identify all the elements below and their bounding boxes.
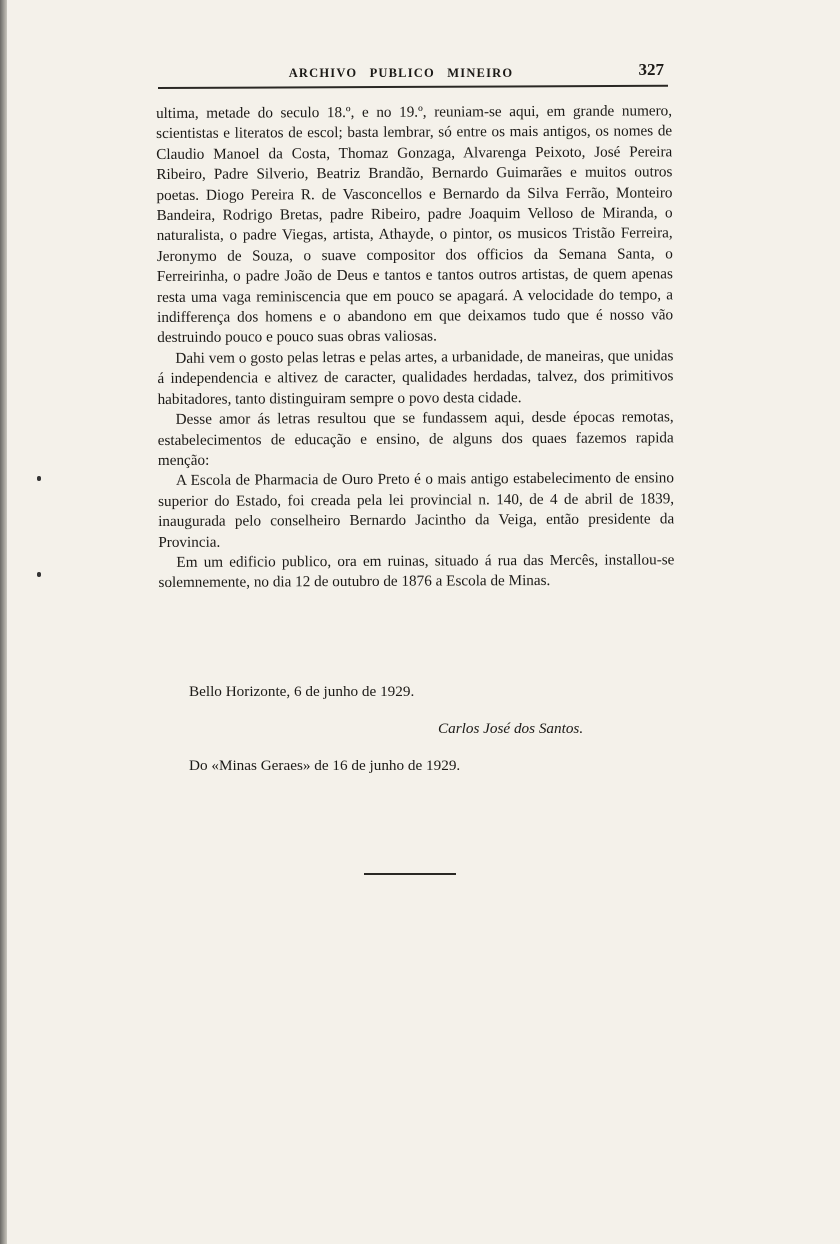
paragraph: Desse amor ás letras resultou que se fundassem aqui, desde épocas remotas, estabelecimentos de educação e ensino, de alguns dos quaes fazemos rapida menção: xyxy=(157,408,674,469)
running-title: ARCHIVO PUBLICO MINEIRO xyxy=(288,66,514,80)
author-signature: Carlos José dos Santos. xyxy=(438,720,584,737)
place-date: Bello Horizonte, 6 de junho de 1929. xyxy=(189,683,415,700)
paragraph: A Escola de Pharmacia de Ouro Preto é o mais antigo estabelecimento de ensino superior do Estado, foi creada pela lei provincial n. 140, de 4 de abril de 1839, inaugurada pelo conselheiro Bernardo Jacintho da Veiga, então presidente da Provincia. xyxy=(158,469,675,551)
page-number: 327 xyxy=(638,60,664,79)
paragraph: Dahi vem o gosto pelas letras e pelas artes, a urbanidade, de maneiras, que unidas á independencia e altivez de caracter, qualidades herdadas, talvez, dos primitivos habitadores, tanto distinguiram sempre o povo desta cidade. xyxy=(157,347,674,408)
margin-mark xyxy=(37,476,41,481)
end-rule xyxy=(364,873,456,875)
source-note: Do «Minas Geraes» de 16 de junho de 1929. xyxy=(189,757,461,774)
body-text xyxy=(156,101,675,593)
page-binding-edge xyxy=(0,0,7,1244)
margin-mark xyxy=(37,572,41,577)
page-header xyxy=(158,58,670,88)
paragraph: ultima, metade do seculo 18.º, e no 19.º, reuniam-se aqui, em grande numero, scientistas e literatos de escol; basta lembrar, só entre os mais antigos, os nomes de Claudio Manoel da Costa, Thomaz Gonzaga, Alvarenga Peixoto, José Pereira Ribeiro, Padre Silverio, Beatriz Brandão, Bernardo Guimarães e muitos outros poetas. Diogo Pereira R. de Vasconcellos e Bernardo da Silva Ferrão, Monteiro Bandeira, Rodrigo Bretas, padre Ribeiro, padre Joaquim Velloso de Miranda, o naturalista, o padre Viegas, artista, Athayde, o pintor, os musicos Tristão Ferreira, Jeronymo de Souza, o suave compositor dos officios da Semana Santa, o Ferreirinha, o padre João de Deus e tantos e tantos outros artistas, de quem apenas resta uma vaga reminiscencia que em pouco se apagará. A velocidade do tempo, a indifferença dos homens e o abandono em que deixamos tudo que é nosso vão destruindo pouco e pouco suas obras valiosas. xyxy=(156,102,674,347)
paragraph: Em um edificio publico, ora em ruinas, situado á rua das Mercês, installou-se solemnemente, no dia 12 de outubro de 1876 a Escola de Minas. xyxy=(158,551,675,592)
